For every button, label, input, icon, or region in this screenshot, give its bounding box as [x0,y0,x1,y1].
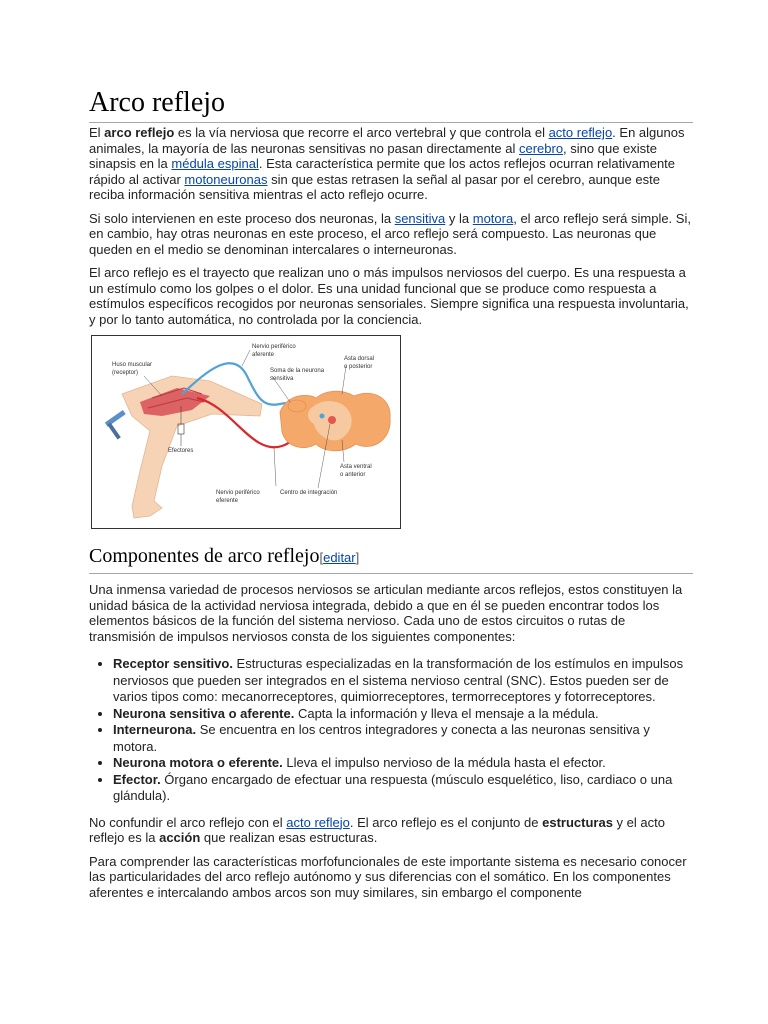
label-soma-2: sensitiva [270,376,294,382]
list-desc: Lleva el impulso nervioso de la médula hasta el efector. [282,755,606,770]
text: sin que estas retrasen la señal al pasar por el cerebro, aunque este reciba información sensitiva mientras el acto reflejo ocurre. [89,171,660,202]
link-acto-reflejo[interactable]: acto reflejo [548,125,613,140]
page-title: Arco reflejo [89,86,693,123]
label-efectores: Efectores [168,448,194,454]
label-asta-dorsal-1: Asta dorsal [344,356,375,362]
label-soma-1: Soma de la neurona [270,368,325,374]
label-asta-dorsal-2: o posterior [344,364,373,370]
list-desc: Órgano encargado de efectuar una respuesta (músculo esquelético, liso, cardiaco o una glándula). [113,771,673,803]
text: No confundir el arco reflejo con el [89,814,287,830]
list-term: Interneurona. [113,722,197,737]
text: . En algunos animales, la mayoría de las neuronas sensitivas no pasan directamente al [89,125,685,156]
section-paragraph-3: Para comprender las características morfofuncionales de este importante sistema es necesario conocer las particularidades del arco reflejo autónomo y sus diferencias con el somático. En los componentes aferentes e intercalando ambos arcos son muy similares, sin embargo el componente [89,853,687,900]
label-huso-muscular: Huso muscular [112,362,153,368]
reflex-arc-diagram [91,335,401,529]
list-item [113,706,693,723]
section-paragraph-1: Una inmensa variedad de procesos nerviosos se articulan mediante arcos reflejos, estos constituyen la unidad básica de la actividad nerviosa integrada, debido a que en él se pueden encontrar todos los elementos básicos de la función del sistema nervioso. Cada uno de estos circuitos o rutas de transmisión de impulsos nerviosos consta de los siguientes componentes: [89,582,683,644]
text: . Esta característica permite que los actos reflejos ocurran relativamente rápido al activar [89,156,676,187]
label-receptor: (receptor) [112,370,139,376]
section-heading-text: Componentes de arco reflejo [89,545,320,567]
edit-bracket-open: [ [319,550,324,565]
intro-paragraph-1 [89,125,693,203]
link-acto-reflejo-2[interactable]: acto reflejo [286,814,350,830]
label-centro-integracion: Centro de integración [280,490,338,496]
list-term: Neurona sensitiva o aferente. [113,705,295,721]
edit-bracket-close: ] [355,550,360,565]
edit-section-link[interactable]: editar [323,550,356,565]
label-asta-ventral-2: o anterior [340,472,366,478]
text: El [89,125,105,140]
section-paragraph-2 [89,815,693,846]
list-item [113,722,693,755]
text: y el acto reflejo es la [89,814,665,845]
list-item [113,772,693,805]
intro-paragraph-2 [89,211,693,258]
text: Si solo intervienen en este proceso dos neuronas, la [89,210,395,226]
bold-term: arco reflejo [104,125,175,140]
list-item [113,755,693,772]
list-item [113,656,693,706]
text: es la vía nerviosa que recorre el arco vertebral y que controla el [174,125,549,140]
list-desc: Se encuentra en los centros integradores y conecta a las neuronas sensitiva y motora. [113,722,650,754]
label-nervio-aferente-1: Nervio periférico [252,344,296,350]
reflex-hammer-icon [105,410,126,439]
text: . El arco reflejo es el conjunto de [349,814,543,830]
list-term: Efector. [113,771,161,787]
intro-paragraph-3: El arco reflejo es el trayecto que realizan uno o más impulsos nerviosos del cuerpo. Es una respuesta a un estímulo como los golpes o el dolor. Es una unidad funcional que se produce como respuesta a estímulos específicos recogidos por neuronas sensoriales. Siempre significa una respuesta involuntaria, y por lo tanto automática, no controlada por la conciencia. [89,265,689,327]
list-term: Neurona motora o eferente. [113,755,283,770]
list-desc: Capta la información y lleva el mensaje a la médula. [294,705,599,721]
link-medula-espinal[interactable]: médula espinal [171,156,259,171]
link-motora[interactable]: motora [472,210,514,226]
link-cerebro[interactable]: cerebro [518,140,564,156]
list-desc: Estructuras especializadas en la transformación de los estímulos en impulsos nerviosos que pueden ser integrados en el sistema nervioso central (SNC). Estos pueden ser de varios tipos como: mecanorreceptores, quimiorreceptores, termorreceptores y fotorreceptores. [113,656,684,704]
list-term: Receptor sensitivo. [113,656,233,671]
leg-illustration [122,376,262,518]
label-nervio-aferente-2: aferente [252,352,275,358]
sensory-ganglion [288,400,306,412]
text: , el arco reflejo será simple. Si, en cambio, hay otras neuronas en este proceso, el arco reflejo será compuesto. Las neuronas que queden en el medio se denominan intercalares o interneuronas. [89,210,691,257]
label-nervio-eferente-1: Nervio periférico [216,490,260,496]
label-asta-ventral-1: Asta ventral [340,464,372,470]
reflex-arc-illustration [92,336,400,528]
components-list [89,656,693,805]
section-heading [89,543,693,574]
link-motoneuronas[interactable]: motoneuronas [184,171,268,187]
link-sensitiva[interactable]: sensitiva [394,210,446,226]
label-nervio-eferente-2: eferente [216,498,239,504]
bold-term: estructuras [542,814,613,830]
edit-section [319,550,359,565]
bold-term: acción [159,830,201,845]
article-content [89,86,693,908]
text: que realizan esas estructuras. [200,830,378,845]
text: , sino que existe sinapsis en la [89,140,657,171]
text: y la [445,210,473,226]
